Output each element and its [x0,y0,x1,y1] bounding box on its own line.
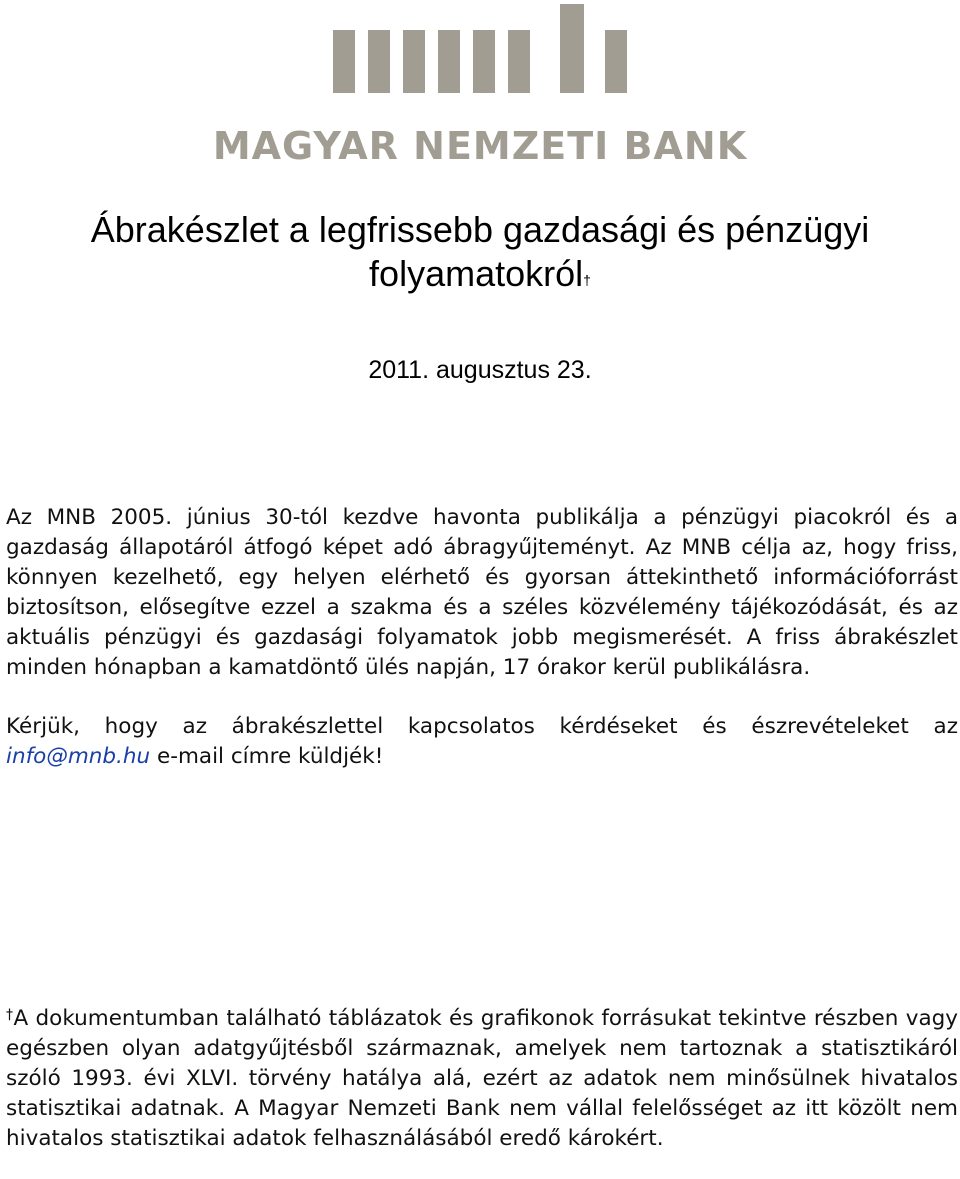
contact-text: Kérjük, hogy az ábrakészlettel kapcsolatos kérdéseket és észrevételeket az [6,714,958,739]
document-date: 2011. augusztus 23. [368,356,592,384]
footnote-mark: † [6,1007,14,1023]
paragraph-intro: Az MNB 2005. június 30-tól kezdve havonta publikálja a pénzügyi piacokról és a gazdaság állapotáról átfogó képet adó ábragyűjteményt. Az MNB célja az, hogy friss, könnyen kezelhető, egy helyen elérhető és gyorsan áttekinthető információforrást biztosítson, elősegítve ezzel a szakma és a széles közvélemény tájékozódását, és az aktuális pénzügyi és gazdasági folyamatok jobb megismerését. A friss ábrakészlet minden hónapban a kamatdöntő ülés napján, 17 órakor kerül publikálásra. [6,505,958,680]
paragraph-contact [6,712,958,772]
mnb-logo [0,0,960,175]
footnote [6,1004,958,1154]
footnote-text: A dokumentumban található táblázatok és grafikonok forrásukat tekintve részben vagy egészben olyan adatgyűjtésből származnak, amelyek nem tartoznak a statisztikáról szóló 1993. évi XLVI. törvény hatálya alá, ezért az adatok nem minősülnek hivatalos statisztikai adatnak. A Magyar Nemzeti Bank nem vállal felelősséget az itt közölt nem hivatalos statisztikai adatok felhasználásából eredő károkért. [6,1006,958,1151]
title-line-1: Ábrakészlet a legfrissebb gazdasági és pénzügyi [90,209,870,250]
title-line-2-text: folyamatokról [369,253,584,294]
title-footnote-mark: † [583,272,591,288]
body-text [6,503,958,772]
email-link[interactable]: info@mnb.hu [6,744,151,769]
contact-text-end: e-mail címre küldjék! [150,744,384,769]
title-line-2 [0,252,960,296]
document-title [0,208,960,296]
logo-text: MAGYAR NEMZETI BANK [212,124,748,168]
